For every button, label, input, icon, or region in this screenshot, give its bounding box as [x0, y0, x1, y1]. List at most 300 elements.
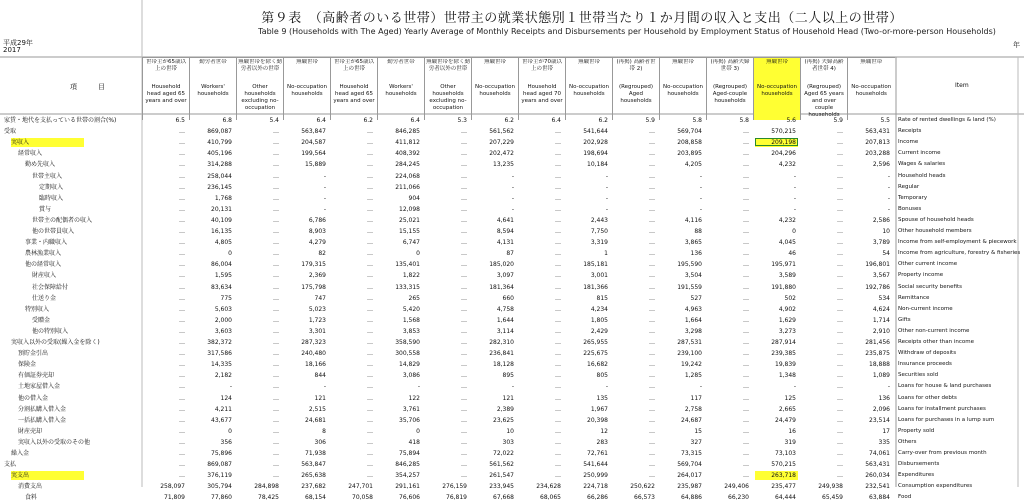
table-cell[interactable]: … — [555, 305, 561, 313]
table-cell[interactable]: 904 — [408, 194, 420, 202]
table-cell[interactable]: 63,884 — [869, 494, 890, 502]
table-cell[interactable]: 376,119 — [207, 472, 232, 480]
table-cell[interactable]: … — [555, 438, 561, 446]
table-cell[interactable]: … — [743, 350, 749, 358]
table-cell[interactable]: 4,624 — [872, 305, 890, 313]
table-cell[interactable]: 73,103 — [775, 450, 796, 457]
table-cell[interactable]: 3,761 — [402, 405, 420, 413]
table-cell[interactable]: 73,315 — [681, 450, 702, 457]
table-cell[interactable]: 249,406 — [724, 483, 749, 491]
table-cell[interactable]: … — [743, 283, 749, 291]
table-cell[interactable]: 563,431 — [865, 461, 890, 469]
table-cell[interactable]: 283 — [596, 438, 608, 446]
table-cell[interactable]: … — [179, 427, 185, 435]
table-cell[interactable]: 236,841 — [489, 350, 514, 358]
table-cell[interactable]: … — [273, 350, 279, 358]
table-cell[interactable]: - — [699, 172, 702, 180]
table-cell[interactable]: … — [273, 394, 279, 402]
table-cell[interactable]: 87 — [506, 250, 514, 258]
table-cell[interactable]: 258,097 — [160, 483, 185, 491]
table-cell[interactable]: 6,747 — [402, 239, 420, 247]
table-cell[interactable]: … — [555, 194, 561, 202]
table-cell[interactable]: 192,786 — [865, 283, 890, 291]
table-cell[interactable]: - — [793, 194, 796, 202]
table-cell[interactable]: 265 — [408, 294, 420, 302]
table-cell[interactable]: 121 — [314, 394, 326, 402]
table-cell[interactable]: 4,758 — [496, 305, 514, 313]
table-cell[interactable]: 75,894 — [399, 450, 420, 457]
table-cell[interactable]: … — [273, 183, 279, 191]
table-cell[interactable]: 207,229 — [489, 139, 514, 147]
table-cell[interactable]: 3,589 — [778, 272, 796, 280]
table-cell[interactable]: … — [555, 205, 561, 213]
table-cell[interactable]: 563,847 — [301, 128, 326, 136]
table-cell[interactable]: 5.6 — [786, 117, 796, 124]
table-cell[interactable]: 4,205 — [684, 161, 702, 169]
table-cell[interactable]: … — [179, 383, 185, 391]
table-cell[interactable]: 264,017 — [677, 472, 702, 480]
table-cell[interactable]: … — [273, 327, 279, 335]
table-cell[interactable]: … — [367, 461, 373, 469]
table-cell[interactable]: 70,058 — [352, 494, 373, 502]
table-cell[interactable]: 1,664 — [684, 316, 702, 324]
table-cell[interactable]: 314,288 — [207, 161, 232, 169]
table-cell[interactable]: 405,196 — [207, 150, 232, 158]
table-cell[interactable]: 869,087 — [207, 128, 232, 136]
table-cell[interactable]: … — [179, 172, 185, 180]
table-cell[interactable]: 135 — [596, 394, 608, 402]
table-cell[interactable]: 411,812 — [395, 139, 420, 147]
table-cell[interactable]: … — [743, 183, 749, 191]
table-cell[interactable]: … — [367, 427, 373, 435]
table-cell[interactable]: 234,628 — [536, 483, 561, 491]
table-cell[interactable]: 358,590 — [395, 339, 420, 346]
table-cell[interactable]: … — [837, 394, 843, 402]
table-cell[interactable]: … — [837, 150, 843, 158]
table-cell[interactable]: 305,794 — [207, 483, 232, 491]
table-cell[interactable]: 1,967 — [590, 405, 608, 413]
table-cell[interactable]: … — [743, 383, 749, 391]
table-cell[interactable]: … — [461, 239, 467, 247]
table-cell[interactable]: 1,089 — [872, 372, 890, 380]
table-cell[interactable]: 12,098 — [399, 205, 420, 213]
table-cell[interactable]: … — [273, 150, 279, 158]
table-cell[interactable]: 13,235 — [493, 161, 514, 169]
table-cell[interactable]: … — [837, 416, 843, 424]
table-cell[interactable]: … — [837, 383, 843, 391]
table-cell[interactable]: - — [511, 205, 514, 213]
table-cell[interactable]: 869,087 — [207, 461, 232, 469]
table-cell[interactable]: 175,798 — [301, 283, 326, 291]
table-cell[interactable]: 569,704 — [677, 128, 702, 136]
table-cell[interactable]: … — [179, 305, 185, 313]
table-cell[interactable]: 327 — [690, 438, 702, 446]
table-cell[interactable]: … — [649, 472, 655, 480]
table-cell[interactable]: 14,829 — [399, 361, 420, 369]
table-cell[interactable]: 191,880 — [771, 283, 796, 291]
table-cell[interactable]: 1,595 — [214, 272, 232, 280]
table-cell[interactable]: 5,603 — [214, 305, 232, 313]
table-cell[interactable]: 15 — [694, 427, 702, 435]
table-cell[interactable]: 0 — [792, 228, 796, 235]
table-cell[interactable]: … — [743, 272, 749, 280]
table-cell[interactable]: 3,853 — [402, 327, 420, 335]
table-cell[interactable]: … — [461, 194, 467, 202]
table-cell[interactable]: 10,184 — [587, 161, 608, 169]
table-cell[interactable]: … — [555, 261, 561, 269]
table-cell[interactable]: … — [179, 438, 185, 446]
table-cell[interactable]: - — [511, 383, 514, 391]
table-cell[interactable]: 4,279 — [308, 239, 326, 247]
table-cell[interactable]: 24,479 — [775, 416, 796, 424]
table-cell[interactable]: … — [273, 461, 279, 469]
table-cell[interactable]: … — [461, 250, 467, 258]
table-cell[interactable]: - — [605, 205, 608, 213]
table-cell[interactable]: 88 — [694, 228, 702, 235]
table-cell[interactable]: 570,215 — [771, 461, 796, 469]
table-cell[interactable]: … — [649, 383, 655, 391]
table-cell[interactable]: … — [273, 383, 279, 391]
table-cell[interactable]: 844 — [314, 372, 326, 380]
table-cell[interactable]: 317,586 — [207, 350, 232, 358]
table-cell[interactable]: 25,021 — [399, 216, 420, 224]
table-cell[interactable]: - — [417, 383, 420, 391]
table-cell[interactable]: 2,586 — [872, 216, 890, 224]
table-cell[interactable]: … — [367, 139, 373, 147]
table-cell[interactable]: … — [273, 294, 279, 302]
table-cell[interactable]: - — [323, 172, 326, 180]
table-cell[interactable]: … — [743, 261, 749, 269]
table-cell[interactable]: 3,603 — [214, 327, 232, 335]
table-cell[interactable]: 16 — [788, 427, 796, 435]
table-cell[interactable]: … — [461, 339, 467, 346]
table-cell[interactable]: … — [649, 250, 655, 258]
table-cell[interactable]: … — [555, 361, 561, 369]
table-cell[interactable]: - — [511, 194, 514, 202]
table-cell[interactable]: … — [555, 239, 561, 247]
table-cell[interactable]: … — [743, 305, 749, 313]
table-cell[interactable]: … — [273, 172, 279, 180]
table-cell[interactable]: 74,061 — [869, 450, 890, 457]
table-cell[interactable]: 805 — [596, 372, 608, 380]
table-cell[interactable]: 249,938 — [818, 483, 843, 491]
table-cell[interactable]: … — [837, 438, 843, 446]
table-cell[interactable]: … — [837, 261, 843, 269]
table-cell[interactable]: 276,159 — [442, 483, 467, 491]
table-cell[interactable]: … — [837, 239, 843, 247]
table-cell[interactable]: … — [273, 416, 279, 424]
table-cell[interactable]: … — [273, 261, 279, 269]
table-cell[interactable]: - — [605, 194, 608, 202]
table-cell[interactable]: … — [367, 372, 373, 380]
table-cell[interactable]: 76,819 — [446, 494, 467, 502]
table-cell[interactable]: … — [273, 472, 279, 480]
table-cell[interactable]: … — [273, 272, 279, 280]
table-cell[interactable]: … — [743, 361, 749, 369]
table-cell[interactable]: … — [649, 283, 655, 291]
table-cell[interactable]: … — [461, 416, 467, 424]
table-cell[interactable]: … — [837, 139, 843, 147]
table-cell[interactable]: … — [555, 172, 561, 180]
table-cell[interactable]: 1,348 — [778, 372, 796, 380]
table-cell[interactable]: 23,625 — [493, 416, 514, 424]
table-cell[interactable]: … — [367, 339, 373, 346]
table-cell[interactable]: 236,145 — [207, 183, 232, 191]
table-cell[interactable]: … — [367, 161, 373, 169]
table-cell[interactable]: … — [743, 250, 749, 258]
table-cell[interactable]: … — [367, 472, 373, 480]
table-cell[interactable]: 136 — [878, 394, 890, 402]
table-cell[interactable]: 19,242 — [681, 361, 702, 369]
table-cell[interactable]: 64,444 — [775, 494, 796, 502]
table-cell[interactable]: … — [555, 139, 561, 147]
table-cell[interactable]: … — [649, 128, 655, 136]
table-cell[interactable]: 224,068 — [395, 172, 420, 180]
table-cell[interactable]: … — [743, 316, 749, 324]
table-cell[interactable]: … — [461, 350, 467, 358]
table-cell[interactable]: 72,761 — [587, 450, 608, 457]
table-cell[interactable]: 196,801 — [865, 261, 890, 269]
table-cell[interactable]: 19,839 — [775, 361, 796, 369]
table-cell[interactable]: 46 — [788, 250, 796, 258]
table-cell[interactable]: - — [793, 183, 796, 191]
table-cell[interactable]: 1,768 — [214, 194, 232, 202]
table-cell[interactable]: … — [555, 228, 561, 235]
table-cell[interactable]: … — [743, 438, 749, 446]
table-cell[interactable]: … — [179, 394, 185, 402]
table-cell[interactable]: … — [273, 194, 279, 202]
table-cell[interactable]: 5.8 — [692, 117, 702, 124]
table-cell[interactable]: 0 — [228, 250, 232, 258]
table-cell[interactable]: 2,389 — [496, 405, 514, 413]
table-cell[interactable]: … — [555, 472, 561, 480]
table-cell[interactable]: … — [461, 383, 467, 391]
table-cell[interactable]: 418 — [408, 438, 420, 446]
table-cell[interactable]: … — [179, 272, 185, 280]
table-cell[interactable]: … — [555, 294, 561, 302]
table-cell[interactable]: 16,135 — [211, 228, 232, 235]
table-cell[interactable]: 287,531 — [677, 339, 702, 346]
table-cell[interactable]: … — [649, 205, 655, 213]
table-cell[interactable]: 4,963 — [684, 305, 702, 313]
table-cell[interactable]: 117 — [690, 394, 702, 402]
table-cell[interactable]: 4,131 — [496, 239, 514, 247]
table-cell[interactable]: - — [605, 172, 608, 180]
table-cell[interactable]: … — [649, 183, 655, 191]
table-cell[interactable]: 2,758 — [684, 405, 702, 413]
table-cell[interactable]: 235,987 — [677, 483, 702, 491]
table-cell[interactable]: … — [649, 350, 655, 358]
table-cell[interactable]: 6.2 — [363, 117, 373, 124]
table-cell[interactable]: 135,401 — [395, 261, 420, 269]
table-cell[interactable]: - — [887, 172, 890, 180]
table-cell[interactable]: … — [179, 461, 185, 469]
table-cell[interactable]: … — [461, 372, 467, 380]
table-cell[interactable]: … — [273, 305, 279, 313]
table-cell[interactable]: 846,285 — [395, 128, 420, 136]
table-cell[interactable]: 2,596 — [872, 161, 890, 169]
table-cell[interactable]: 1,644 — [496, 316, 514, 324]
table-cell[interactable]: … — [367, 305, 373, 313]
table-cell[interactable]: 1,723 — [308, 316, 326, 324]
table-cell[interactable]: - — [887, 183, 890, 191]
table-cell[interactable]: … — [743, 150, 749, 158]
table-cell[interactable]: - — [511, 183, 514, 191]
table-cell[interactable]: … — [649, 339, 655, 346]
table-cell[interactable]: … — [179, 283, 185, 291]
table-cell[interactable]: 260,034 — [865, 472, 890, 480]
table-cell[interactable]: 3,114 — [496, 327, 514, 335]
table-cell[interactable]: … — [273, 438, 279, 446]
table-cell[interactable]: … — [273, 228, 279, 235]
table-cell[interactable]: 66,573 — [634, 494, 655, 502]
table-cell[interactable]: 410,799 — [207, 139, 232, 147]
table-cell[interactable]: … — [649, 438, 655, 446]
table-cell[interactable]: 20,131 — [211, 205, 232, 213]
table-cell[interactable]: … — [273, 161, 279, 169]
table-cell[interactable]: 3,001 — [590, 272, 608, 280]
table-cell[interactable]: 2,000 — [214, 316, 232, 324]
table-cell[interactable]: … — [461, 139, 467, 147]
table-cell[interactable]: 191,559 — [677, 283, 702, 291]
table-cell[interactable]: 66,286 — [587, 494, 608, 502]
table-cell[interactable]: … — [649, 294, 655, 302]
table-cell[interactable]: 0 — [228, 427, 232, 435]
table-cell[interactable]: 2,665 — [778, 405, 796, 413]
table-cell[interactable]: … — [461, 183, 467, 191]
table-cell[interactable]: 77,860 — [211, 494, 232, 502]
table-cell[interactable]: … — [555, 316, 561, 324]
table-cell[interactable]: 5,420 — [402, 305, 420, 313]
table-cell[interactable]: 67,668 — [493, 494, 514, 502]
table-cell[interactable]: … — [179, 139, 185, 147]
table-cell[interactable]: … — [367, 272, 373, 280]
table-cell[interactable]: 35,706 — [399, 416, 420, 424]
table-cell[interactable]: … — [179, 150, 185, 158]
table-cell[interactable]: … — [743, 205, 749, 213]
table-cell[interactable]: … — [837, 161, 843, 169]
table-cell[interactable]: … — [837, 405, 843, 413]
table-cell[interactable]: 5.4 — [269, 117, 279, 124]
table-cell[interactable]: … — [461, 150, 467, 158]
table-cell[interactable]: 71,809 — [164, 494, 185, 502]
table-cell[interactable]: … — [743, 394, 749, 402]
table-cell[interactable]: 24,681 — [305, 416, 326, 424]
table-cell[interactable]: 3,865 — [684, 239, 702, 247]
table-cell[interactable]: 202,928 — [583, 139, 608, 147]
table-cell[interactable]: … — [367, 128, 373, 136]
table-cell[interactable]: … — [367, 416, 373, 424]
table-cell[interactable]: … — [555, 461, 561, 469]
table-cell[interactable]: 43,677 — [211, 416, 232, 424]
table-cell[interactable]: 125 — [784, 394, 796, 402]
table-cell[interactable]: 287,914 — [771, 339, 796, 346]
table-cell[interactable]: … — [461, 128, 467, 136]
table-cell[interactable]: … — [461, 172, 467, 180]
table-cell[interactable]: 281,456 — [865, 339, 890, 346]
table-cell[interactable]: 68,154 — [305, 494, 326, 502]
table-cell[interactable]: - — [323, 183, 326, 191]
table-cell[interactable]: … — [179, 216, 185, 224]
table-cell[interactable]: 195,590 — [677, 261, 702, 269]
table-cell[interactable]: 2,182 — [214, 372, 232, 380]
table-cell[interactable]: … — [273, 450, 279, 457]
table-cell[interactable]: 18,888 — [869, 361, 890, 369]
table-cell[interactable]: … — [743, 239, 749, 247]
table-cell[interactable]: … — [461, 361, 467, 369]
table-cell[interactable]: 204,587 — [301, 139, 326, 147]
table-cell[interactable]: … — [649, 327, 655, 335]
table-cell[interactable]: … — [179, 339, 185, 346]
table-cell[interactable]: 1,568 — [402, 316, 420, 324]
table-cell[interactable]: … — [273, 216, 279, 224]
table-cell[interactable]: … — [367, 405, 373, 413]
table-cell[interactable]: … — [649, 194, 655, 202]
table-cell[interactable]: … — [837, 305, 843, 313]
table-cell[interactable]: 4,211 — [214, 405, 232, 413]
table-cell[interactable]: … — [367, 361, 373, 369]
table-cell[interactable]: 208,858 — [677, 139, 702, 147]
table-cell[interactable]: 1,714 — [872, 316, 890, 324]
table-cell[interactable]: … — [461, 161, 467, 169]
table-cell[interactable]: … — [179, 316, 185, 324]
table-cell[interactable]: … — [179, 327, 185, 335]
table-cell[interactable]: 64,886 — [681, 494, 702, 502]
table-cell[interactable]: … — [367, 283, 373, 291]
table-cell[interactable]: … — [461, 305, 467, 313]
table-cell[interactable]: 207,813 — [865, 139, 890, 147]
table-cell[interactable]: … — [649, 316, 655, 324]
table-cell[interactable]: … — [649, 261, 655, 269]
table-cell[interactable]: 263,718 — [771, 472, 796, 480]
table-cell[interactable]: … — [179, 361, 185, 369]
table-cell[interactable]: … — [367, 438, 373, 446]
table-cell[interactable]: 68,065 — [540, 494, 561, 502]
table-cell[interactable]: 265,955 — [583, 339, 608, 346]
table-cell[interactable]: 265,638 — [301, 472, 326, 480]
table-cell[interactable]: 6.4 — [551, 117, 561, 124]
table-cell[interactable]: … — [179, 405, 185, 413]
table-cell[interactable]: … — [179, 350, 185, 358]
table-cell[interactable]: … — [555, 250, 561, 258]
table-cell[interactable]: … — [649, 461, 655, 469]
table-cell[interactable]: … — [367, 150, 373, 158]
table-cell[interactable]: … — [367, 194, 373, 202]
table-cell[interactable]: … — [461, 472, 467, 480]
table-cell[interactable]: 235,477 — [771, 483, 796, 491]
table-cell[interactable]: 72,022 — [493, 450, 514, 457]
table-cell[interactable]: - — [605, 383, 608, 391]
table-cell[interactable]: … — [367, 228, 373, 235]
table-cell[interactable]: 237,682 — [301, 483, 326, 491]
table-cell[interactable]: - — [511, 172, 514, 180]
table-cell[interactable]: … — [837, 327, 843, 335]
table-cell[interactable]: - — [793, 205, 796, 213]
table-cell[interactable]: … — [837, 472, 843, 480]
table-cell[interactable]: 319 — [784, 438, 796, 446]
table-cell[interactable]: … — [837, 183, 843, 191]
table-cell[interactable]: … — [461, 228, 467, 235]
table-cell[interactable]: … — [649, 405, 655, 413]
table-cell[interactable]: … — [649, 450, 655, 457]
table-cell[interactable]: 247,701 — [348, 483, 373, 491]
table-cell[interactable]: 20,398 — [587, 416, 608, 424]
table-cell[interactable]: 198,694 — [583, 150, 608, 158]
table-cell[interactable]: 4,116 — [684, 216, 702, 224]
table-cell[interactable]: … — [743, 327, 749, 335]
table-cell[interactable]: … — [743, 172, 749, 180]
table-cell[interactable]: 232,541 — [865, 483, 890, 491]
